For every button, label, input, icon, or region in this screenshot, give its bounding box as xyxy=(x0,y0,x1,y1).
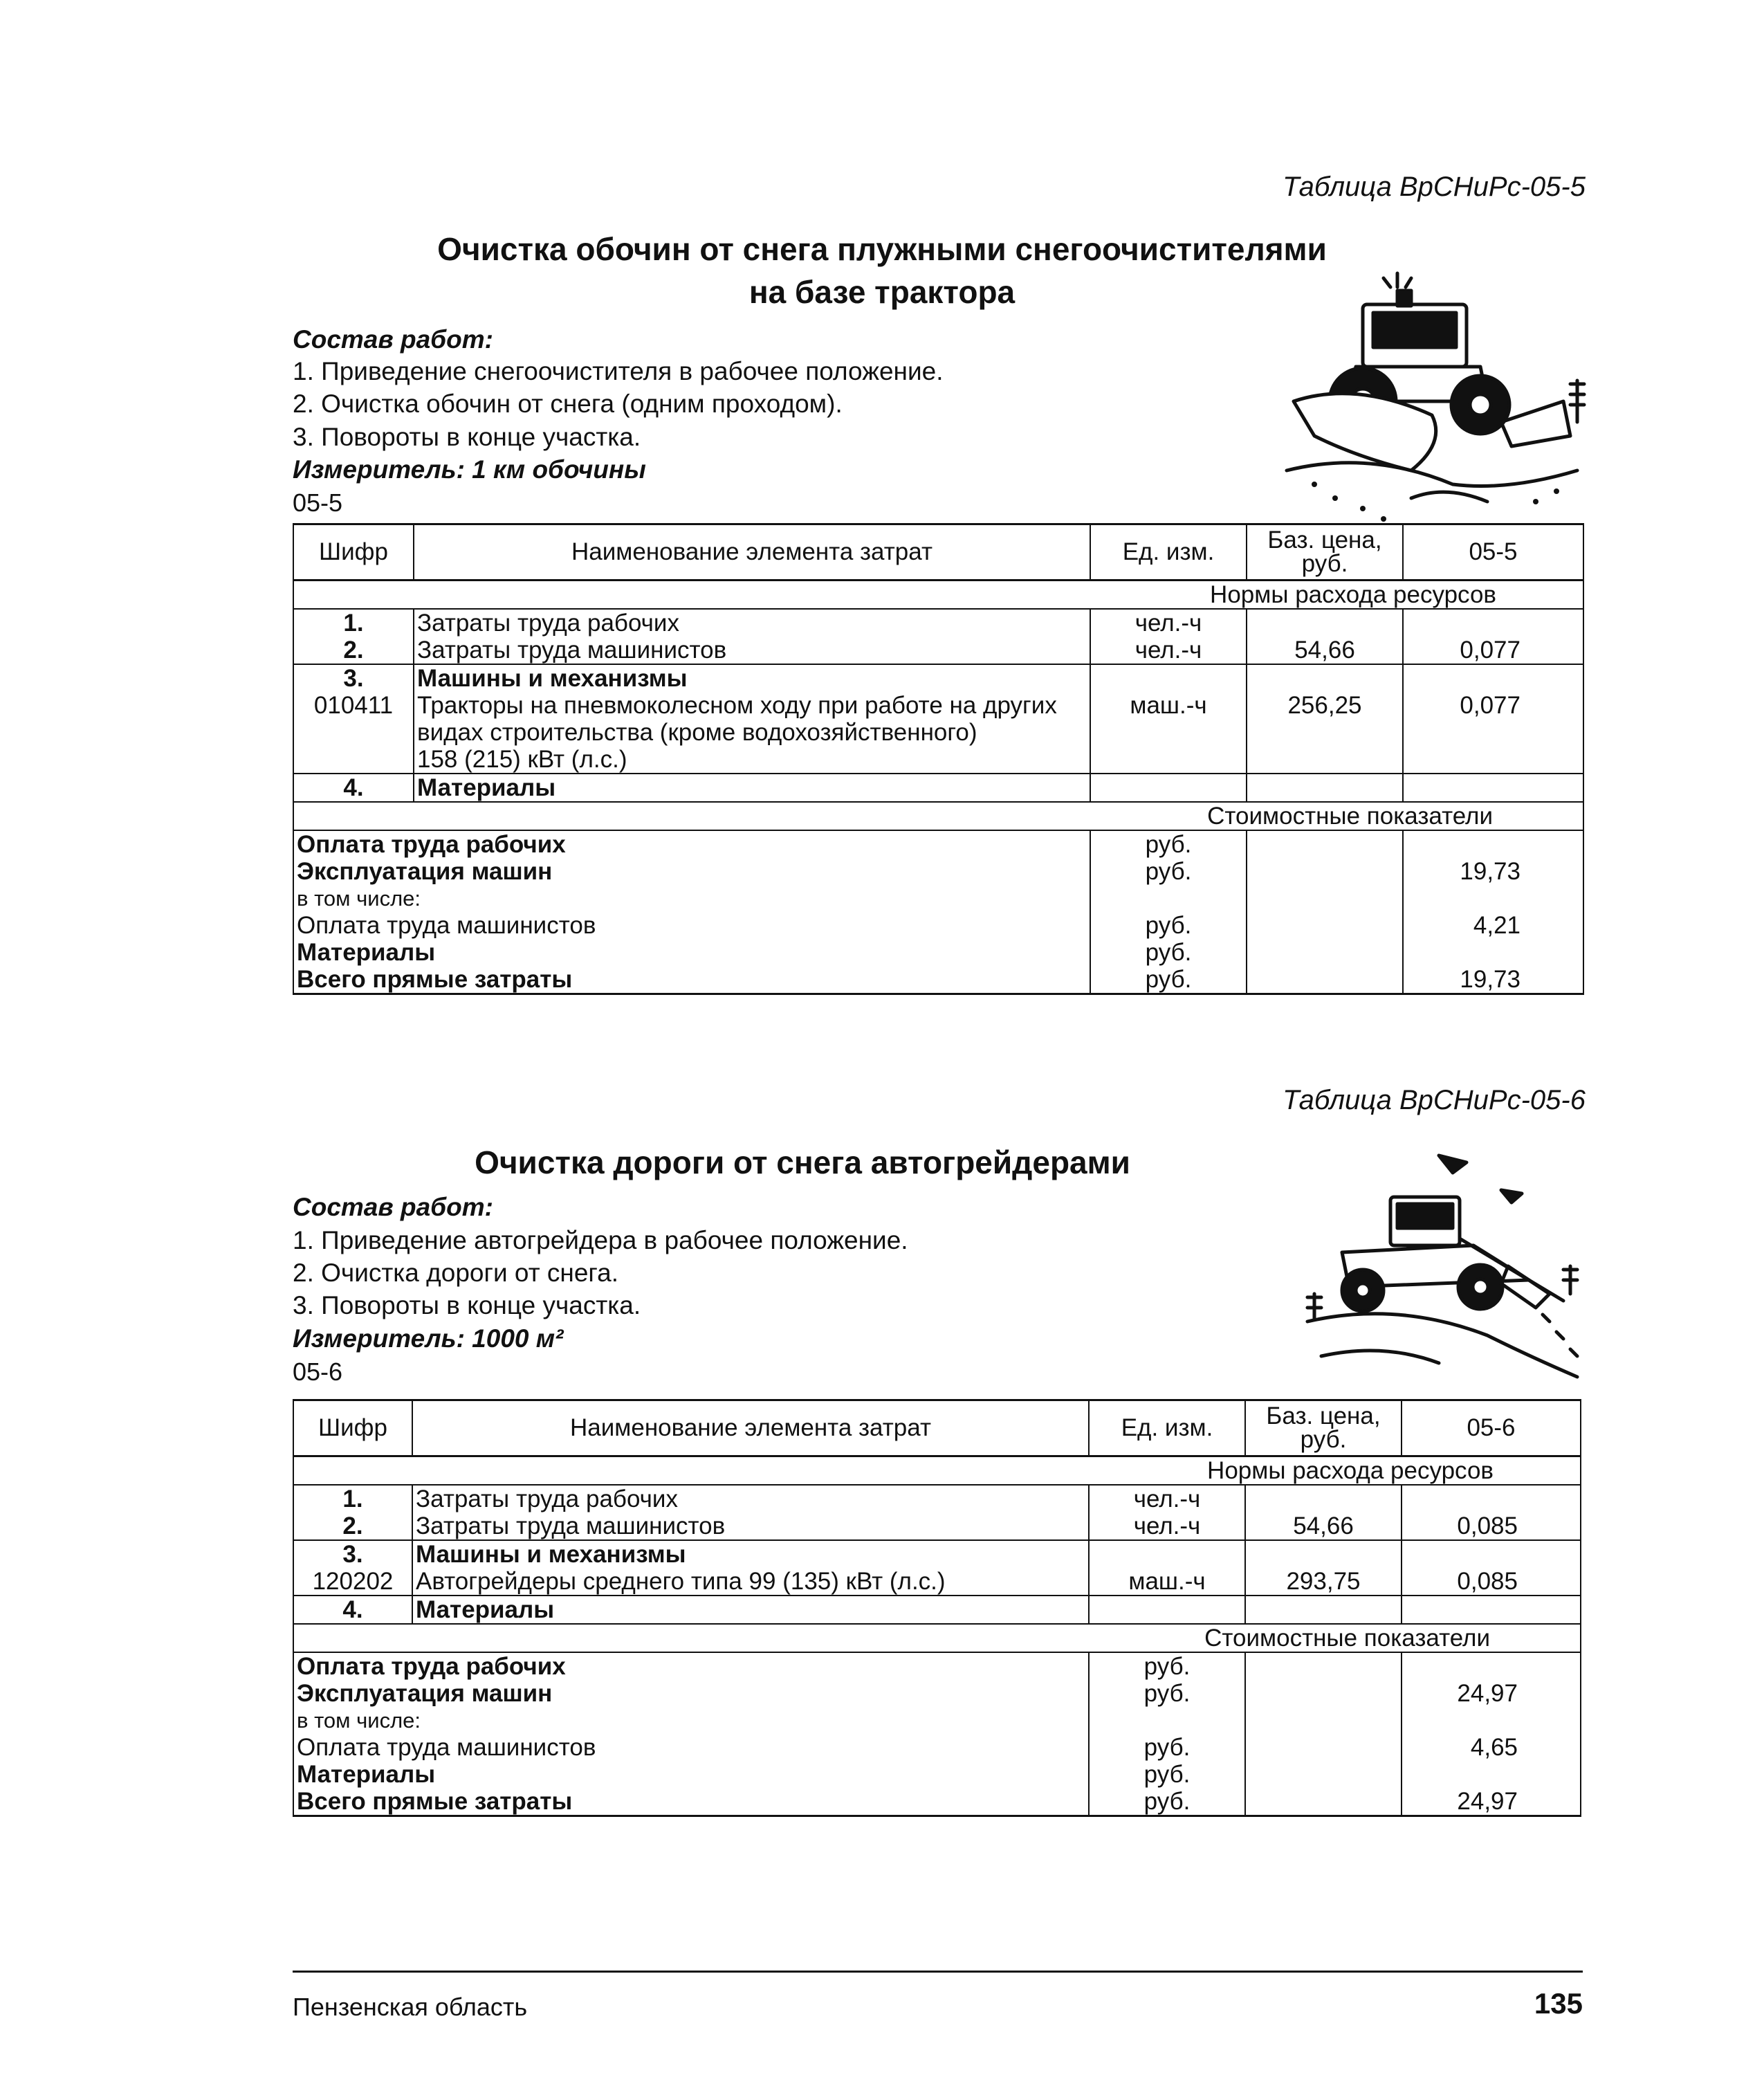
work-step: 1. Приведение автогрейдера в рабочее положение. xyxy=(293,1226,908,1254)
resources-table xyxy=(293,1399,1581,1817)
work-step: 3. Повороты в конце участка. xyxy=(293,423,641,451)
table-code: 05-5 xyxy=(293,488,343,517)
table-row: 1. Затраты труда рабочих чел.-ч xyxy=(293,609,1583,637)
section-title: Очистка дороги от снега автогрейдерами xyxy=(475,1144,1130,1180)
table-row: 4. Материалы xyxy=(293,1596,1581,1624)
composition-header: Состав работ: xyxy=(293,325,493,354)
table-row: 2. Затраты труда машинистов чел.-ч 54,66 0,077 xyxy=(293,637,1583,664)
cost-row: Всего прямые затраты руб. 24,97 xyxy=(293,1788,1581,1816)
norms-label: Нормы расхода ресурсов xyxy=(293,1456,1581,1486)
cost-row: Оплата труда рабочих руб. xyxy=(293,1652,1581,1680)
table-row: 120202 Автогрейдеры среднего типа 99 (135) кВт (л.с.) маш.-ч 293,75 0,085 xyxy=(293,1568,1581,1596)
section-title: Очистка обочин от снега плужными снегоочистителями xyxy=(437,231,1327,267)
work-step: 2. Очистка обочин от снега (одним проходом). xyxy=(293,390,843,418)
cost-label: Стоимостные показатели xyxy=(293,802,1583,830)
footer-rule xyxy=(293,1971,1583,1973)
table-row: 4. Материалы xyxy=(293,774,1583,802)
table-row: 1. Затраты труда рабочих чел.-ч xyxy=(293,1485,1581,1512)
measure-unit: Измеритель: 1 км обочины xyxy=(293,455,646,484)
cost-row: Оплата труда машинистов руб. 4,21 xyxy=(293,912,1583,939)
tractor-snowplow-icon xyxy=(1273,263,1605,526)
table-row: 010411 Тракторы на пневмоколесном ходу при работе на других видах строительства (кроме водохозяйственного) 158 (215) кВт (л.с.) маш.-ч 256,25 0,077 xyxy=(293,692,1583,774)
col-header-name: Наименование элемента затрат xyxy=(414,524,1090,581)
page-number: 135 xyxy=(1534,1987,1583,2020)
cost-row: в том числе: xyxy=(293,885,1583,912)
table-row: 3. Машины и механизмы xyxy=(293,664,1583,692)
table-row: 2. Затраты труда машинистов чел.-ч 54,66 0,085 xyxy=(293,1512,1581,1540)
footer-region: Пензенская область xyxy=(293,1993,528,2021)
table-row: 3. Машины и механизмы xyxy=(293,1540,1581,1568)
table-code: 05-6 xyxy=(293,1358,343,1386)
col-header-name: Наименование элемента затрат xyxy=(412,1400,1089,1456)
resources-table xyxy=(293,523,1584,995)
cost-row: Материалы руб. xyxy=(293,1761,1581,1788)
cost-row: Материалы руб. xyxy=(293,939,1583,966)
measure-unit: Измеритель: 1000 м² xyxy=(293,1324,564,1353)
col-header-cipher: Шифр xyxy=(293,524,414,581)
table-number: Таблица ВрСНиРс-05-6 xyxy=(1283,1085,1586,1115)
cost-label: Стоимостные показатели xyxy=(293,1624,1581,1652)
cost-row: Эксплуатация машин руб. 24,97 xyxy=(293,1680,1581,1707)
col-header-cipher: Шифр xyxy=(293,1400,412,1456)
col-header-unit: Ед. изм. xyxy=(1089,1400,1245,1456)
cost-row: Оплата труда рабочих руб. xyxy=(293,830,1583,858)
table-number: Таблица ВрСНиРс-05-5 xyxy=(1283,172,1586,202)
col-header-price: Баз. цена, руб. xyxy=(1247,524,1403,581)
col-header-norm: 05-5 xyxy=(1403,524,1583,581)
col-header-price: Баз. цена, руб. xyxy=(1245,1400,1402,1456)
work-step: 2. Очистка дороги от снега. xyxy=(293,1259,618,1287)
norms-label: Нормы расхода ресурсов xyxy=(293,581,1583,610)
cost-row: в том числе: xyxy=(293,1707,1581,1734)
cost-row: Всего прямые затраты руб. 19,73 xyxy=(293,966,1583,994)
work-step: 1. Приведение снегоочистителя в рабочее положение. xyxy=(293,357,944,385)
col-header-norm: 05-6 xyxy=(1402,1400,1581,1456)
motor-grader-icon xyxy=(1301,1135,1591,1398)
cost-row: Оплата труда машинистов руб. 4,65 xyxy=(293,1734,1581,1761)
cost-row: Эксплуатация машин руб. 19,73 xyxy=(293,858,1583,885)
work-step: 3. Повороты в конце участка. xyxy=(293,1291,641,1319)
composition-header: Состав работ: xyxy=(293,1193,493,1221)
section-title-line2: на базе трактора xyxy=(748,274,1016,310)
col-header-unit: Ед. изм. xyxy=(1090,524,1247,581)
